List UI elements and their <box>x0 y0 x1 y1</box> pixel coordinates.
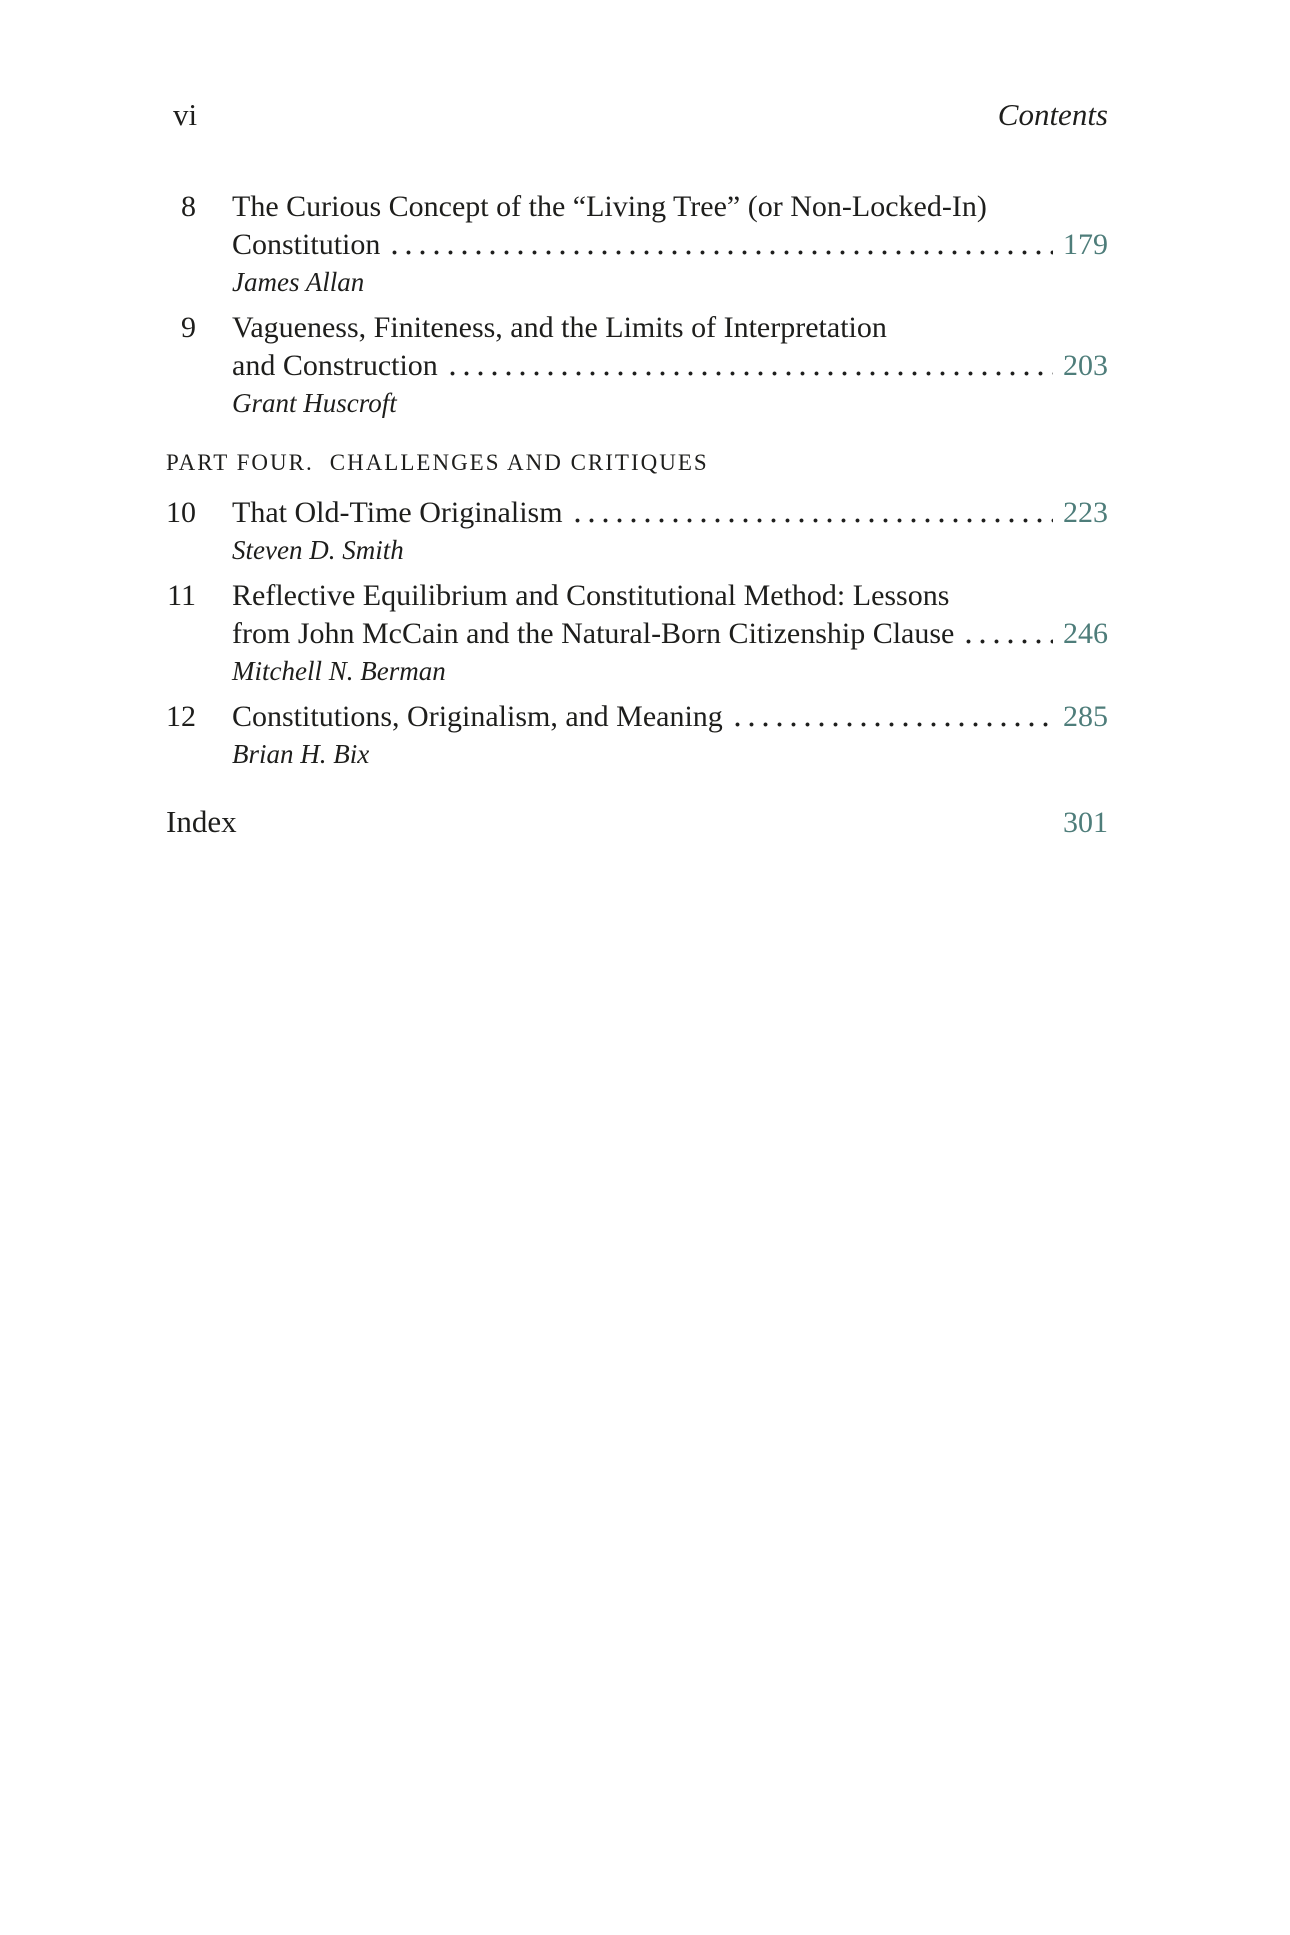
chapter-author: James Allan <box>232 267 365 297</box>
dot-leader <box>450 371 1053 376</box>
chapter-author: Grant Huscroft <box>232 388 397 418</box>
toc-entry-8 <box>166 188 1108 299</box>
page-content <box>166 98 1108 842</box>
chapter-author: Mitchell N. Berman <box>232 656 446 686</box>
page-number-link[interactable]: 223 <box>1063 496 1108 529</box>
toc-entry-9 <box>166 309 1108 420</box>
part-label: PART FOUR. <box>166 450 314 475</box>
index-label: Index <box>166 804 237 839</box>
chapter-title-line: Reflective Equilibrium and Constitutional Method: Lessons <box>232 579 950 612</box>
running-head-title: Contents <box>997 97 1108 132</box>
page-number-link[interactable]: 179 <box>1063 228 1108 261</box>
chapter-number: 12 <box>166 700 196 733</box>
page-number-link[interactable]: 203 <box>1063 349 1108 382</box>
toc-entry-10 <box>166 494 1108 567</box>
dot-leader <box>735 722 1053 727</box>
part-title: CHALLENGES AND CRITIQUES <box>329 450 709 475</box>
dot-leader <box>392 250 1053 255</box>
chapter-author: Brian H. Bix <box>232 739 370 769</box>
toc-entry-12 <box>166 698 1108 771</box>
chapter-number: 8 <box>181 190 196 223</box>
chapter-title-line: from John McCain and the Natural-Born Citizenship Clause <box>232 617 955 650</box>
running-head <box>166 98 1108 132</box>
page-number-link[interactable]: 285 <box>1063 700 1108 733</box>
page-number-link[interactable]: 246 <box>1063 617 1108 650</box>
dot-leader <box>966 639 1053 644</box>
chapter-title-line: That Old-Time Originalism <box>232 496 563 529</box>
chapter-number: 11 <box>167 579 196 612</box>
toc-entry-11 <box>166 577 1108 688</box>
page-number-link[interactable]: 301 <box>1063 806 1108 839</box>
chapter-title-line: Constitution <box>232 228 381 261</box>
folio-page-number: vi <box>173 97 198 132</box>
chapter-title-line: Constitutions, Originalism, and Meaning <box>232 700 723 733</box>
table-of-contents <box>166 188 1108 842</box>
chapter-number: 10 <box>166 496 196 529</box>
chapter-title-line: Vagueness, Finiteness, and the Limits of Interpretation <box>232 311 887 344</box>
chapter-author: Steven D. Smith <box>232 535 404 565</box>
dot-leader <box>575 518 1053 523</box>
chapter-title-line: and Construction <box>232 349 438 382</box>
chapter-number: 9 <box>181 311 196 344</box>
index-row <box>166 803 1108 842</box>
chapter-title-line: The Curious Concept of the “Living Tree” (or Non-Locked-In) <box>232 190 987 223</box>
part-heading <box>166 448 1108 478</box>
